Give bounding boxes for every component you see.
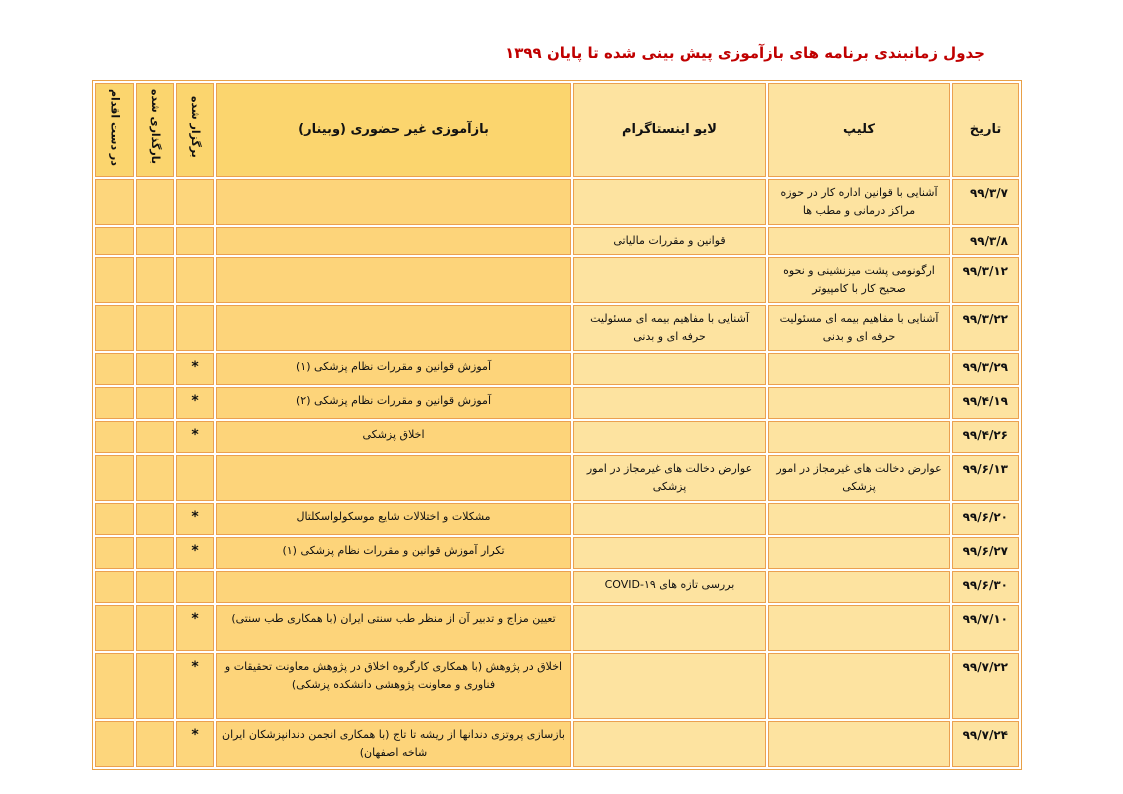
uploaded-cell [136,721,174,767]
uploaded-cell [136,387,174,419]
done-cell: * [176,537,214,569]
table-row [95,387,1019,419]
in-progress-cell [95,721,134,767]
table-row [95,455,1019,501]
table-row [95,257,1019,303]
done-cell: * [176,605,214,651]
uploaded-cell [136,503,174,535]
done-cell: * [176,353,214,385]
done-cell: * [176,721,214,767]
table-row [95,227,1019,255]
header-uploaded [136,83,174,177]
live-cell [573,605,766,651]
webinar-cell: مشکلات و اختلالات شایع موسکولواسکلتال [216,503,571,535]
live-cell: قوانین و مقررات مالیاتی [573,227,766,255]
webinar-cell: تکرار آموزش قوانین و مقررات نظام پزشکی (۱) [216,537,571,569]
date-cell: ۹۹/۴/۲۶ [952,421,1019,453]
clip-cell [768,421,950,453]
header-webinar: بازآموزی غیر حضوری (وبینار) [216,83,571,177]
webinar-cell: اخلاق پزشکی [216,421,571,453]
in-progress-cell [95,305,134,351]
in-progress-cell [95,503,134,535]
webinar-cell: آموزش قوانین و مقررات نظام پزشکی (۲) [216,387,571,419]
clip-cell [768,353,950,385]
uploaded-cell [136,455,174,501]
webinar-cell [216,179,571,225]
in-progress-cell [95,605,134,651]
date-cell: ۹۹/۶/۱۳ [952,455,1019,501]
done-cell: * [176,653,214,719]
in-progress-cell [95,455,134,501]
webinar-cell [216,455,571,501]
table-row [95,571,1019,603]
header-row [95,83,1019,177]
in-progress-cell [95,421,134,453]
date-cell: ۹۹/۷/۲۲ [952,653,1019,719]
clip-cell [768,387,950,419]
table-row [95,421,1019,453]
date-cell: ۹۹/۳/۲۲ [952,305,1019,351]
date-cell: ۹۹/۶/۳۰ [952,571,1019,603]
clip-cell: آشنایی با مفاهیم بیمه ای مسئولیت حرفه ای و بدنی [768,305,950,351]
in-progress-cell [95,179,134,225]
header-clip: کلیپ [768,83,950,177]
clip-cell: عوارض دخالت های غیرمجاز در امور پزشکی [768,455,950,501]
webinar-cell: بازسازی پروتزی دندانها از ریشه تا تاج (با همکاری انجمن دندانپزشکان ایران شاخه اصفهان) [216,721,571,767]
in-progress-cell [95,227,134,255]
header-done [176,83,214,177]
done-cell: * [176,421,214,453]
in-progress-cell [95,353,134,385]
live-cell [573,721,766,767]
clip-cell: آشنایی با قوانین اداره کار در حوزه مراکز درمانی و مطب ها [768,179,950,225]
clip-cell [768,571,950,603]
live-cell: بررسی تازه های COVID-۱۹ [573,571,766,603]
in-progress-cell [95,571,134,603]
done-cell [176,571,214,603]
table-row [95,179,1019,225]
done-cell [176,455,214,501]
done-cell: * [176,387,214,419]
webinar-cell: اخلاق در پژوهش (با همکاری کارگروه اخلاق در پژوهش معاونت تحقیقات و فناوری و معاونت پژوهشی دانشکده پزشکی) [216,653,571,719]
uploaded-cell [136,257,174,303]
uploaded-cell [136,571,174,603]
webinar-cell: تعیین مزاج و تدبیر آن از منظر طب سنتی ایران (با همکاری طب سنتی) [216,605,571,651]
in-progress-cell [95,257,134,303]
date-cell: ۹۹/۶/۲۷ [952,537,1019,569]
uploaded-cell [136,305,174,351]
date-cell: ۹۹/۷/۱۰ [952,605,1019,651]
in-progress-cell [95,653,134,719]
date-cell: ۹۹/۳/۱۲ [952,257,1019,303]
table-row [95,537,1019,569]
table-row [95,353,1019,385]
uploaded-cell [136,653,174,719]
live-cell [573,387,766,419]
live-cell [573,503,766,535]
clip-cell [768,605,950,651]
header-done-label: برگزار شده [189,96,202,158]
live-cell: آشنایی با مفاهیم بیمه ای مسئولیت حرفه ای و بدنی [573,305,766,351]
done-cell [176,305,214,351]
live-cell [573,653,766,719]
done-cell [176,179,214,225]
table-row [95,503,1019,535]
table-row [95,653,1019,719]
done-cell [176,227,214,255]
clip-cell [768,721,950,767]
clip-cell [768,537,950,569]
header-in-progress [95,83,134,177]
live-cell [573,537,766,569]
webinar-cell [216,227,571,255]
in-progress-cell [95,537,134,569]
date-cell: ۹۹/۳/۸ [952,227,1019,255]
date-cell: ۹۹/۴/۱۹ [952,387,1019,419]
date-cell: ۹۹/۳/۷ [952,179,1019,225]
schedule-table [92,80,1022,770]
uploaded-cell [136,353,174,385]
uploaded-cell [136,179,174,225]
uploaded-cell [136,227,174,255]
header-date: تاریخ [952,83,1019,177]
table-row [95,305,1019,351]
webinar-cell [216,571,571,603]
uploaded-cell [136,605,174,651]
live-cell [573,179,766,225]
done-cell: * [176,503,214,535]
header-uploaded-label: بارگذاری شده [149,89,162,165]
webinar-cell [216,305,571,351]
date-cell: ۹۹/۷/۲۴ [952,721,1019,767]
webinar-cell: آموزش قوانین و مقررات نظام پزشکی (۱) [216,353,571,385]
clip-cell [768,503,950,535]
webinar-cell [216,257,571,303]
clip-cell [768,653,950,719]
date-cell: ۹۹/۳/۲۹ [952,353,1019,385]
live-cell [573,257,766,303]
clip-cell [768,227,950,255]
date-cell: ۹۹/۶/۲۰ [952,503,1019,535]
in-progress-cell [95,387,134,419]
live-cell [573,421,766,453]
live-cell: عوارض دخالت های غیرمجاز در امور پزشکی [573,455,766,501]
page-title: جدول زمانبندی برنامه های بازآموزی پیش بینی شده تا پایان ۱۳۹۹ [505,44,985,62]
header-live: لایو اینستاگرام [573,83,766,177]
header-in-progress-label: در دست اقدام [108,88,122,166]
uploaded-cell [136,421,174,453]
table-row [95,605,1019,651]
table-row [95,721,1019,767]
live-cell [573,353,766,385]
uploaded-cell [136,537,174,569]
clip-cell: ارگونومی پشت میزنشینی و نحوه صحیح کار با کامپیوتر [768,257,950,303]
done-cell [176,257,214,303]
